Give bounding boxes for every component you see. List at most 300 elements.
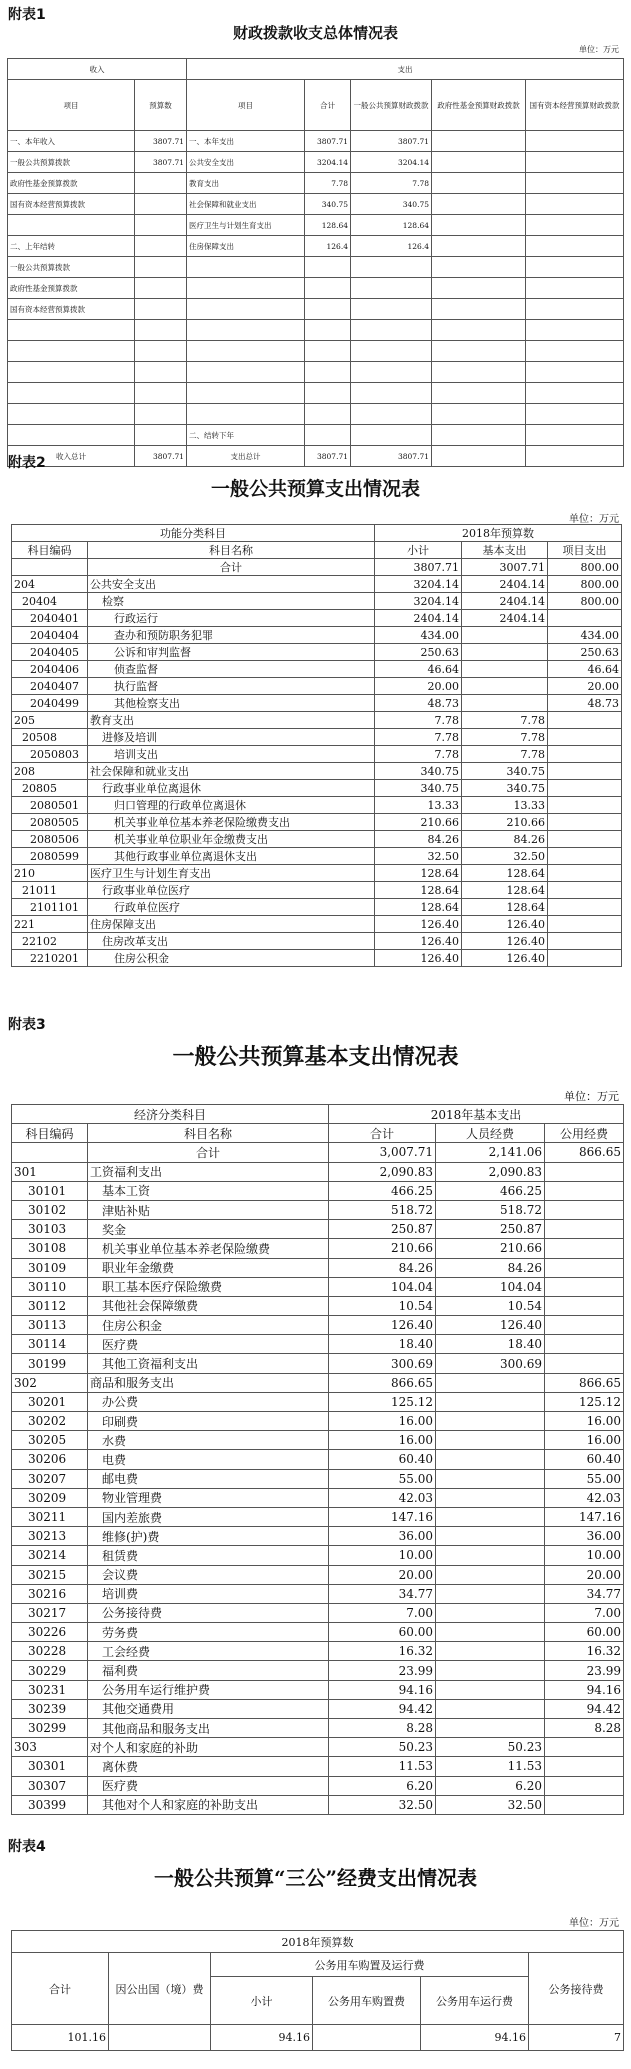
table-cell [462,695,548,712]
table-cell: 30217 [12,1603,88,1622]
table-cell: 其他检察支出 [88,695,375,712]
table-row [12,627,622,644]
table-cell: 250.63 [375,644,462,661]
table-cell: 公共安全支出 [88,576,375,593]
table-cell: 二、结转下年 [187,425,305,446]
table-cell [436,1469,545,1488]
table-row [12,559,622,576]
table-cell [545,1200,624,1219]
table-cell: 办公费 [88,1392,329,1411]
table-row [12,1546,624,1565]
table-cell [305,299,351,320]
table-cell: 30103 [12,1220,88,1239]
table-row [12,1719,624,1738]
table-cell: 94.42 [329,1699,436,1718]
col-header: 政府性基金预算财政拨款 [432,80,526,131]
table-cell: 126.40 [462,916,548,933]
table-cell [526,446,624,467]
table-cell [545,1162,624,1181]
table-cell: 30215 [12,1565,88,1584]
table-cell: 128.64 [462,882,548,899]
table-cell: 34.77 [329,1584,436,1603]
table-cell: 30301 [12,1757,88,1776]
table-cell: 301 [12,1162,88,1181]
table-cell: 16.32 [329,1642,436,1661]
table-cell: 政府性基金预算拨款 [8,278,135,299]
table-cell [305,404,351,425]
table-row [12,848,622,865]
table-cell: 30209 [12,1488,88,1507]
table-cell [432,299,526,320]
table-cell: 16.32 [545,1642,624,1661]
table-cell: 6.20 [329,1776,436,1795]
table-cell: 医疗费 [88,1776,329,1795]
table-cell [432,194,526,215]
table-cell [305,257,351,278]
table-row [12,831,622,848]
table-cell [462,644,548,661]
table-cell [462,661,548,678]
table-cell: 60.00 [329,1623,436,1642]
table-cell: 210.66 [436,1239,545,1258]
table-cell: 教育支出 [88,712,375,729]
table-cell [432,383,526,404]
table-cell: 208 [12,763,88,780]
table-cell [135,299,187,320]
table-cell [436,1412,545,1431]
table-cell: 培训支出 [88,746,375,763]
table4-unit: 单位：万元 [569,1918,619,1929]
table-cell: 3007.71 [462,559,548,576]
table-row [8,152,624,173]
table-cell [187,341,305,362]
table-cell [135,404,187,425]
table-cell: 800.00 [548,593,622,610]
table-cell: 210.66 [329,1239,436,1258]
table-cell [526,383,624,404]
table-row [12,1239,624,1258]
table-cell [548,916,622,933]
table-cell: 32.50 [436,1795,545,1814]
table-cell: 104.04 [436,1277,545,1296]
table-cell: 物业管理费 [88,1488,329,1507]
col-header: 小计 [375,542,462,559]
table-cell: 302 [12,1373,88,1392]
table-row [12,916,622,933]
table-cell: 340.75 [351,194,432,215]
table-cell: 3807.71 [135,446,187,467]
table-cell: 210.66 [375,814,462,831]
table-cell: 48.73 [548,695,622,712]
header-budget: 2018年预算数 [12,1931,624,1953]
table-cell: 对个人和家庭的补助 [88,1738,329,1757]
table-cell: 30110 [12,1277,88,1296]
table-cell: 基本工资 [88,1181,329,1200]
table-cell: 50.23 [329,1738,436,1757]
table-row [12,1488,624,1507]
table-cell: 7.78 [375,746,462,763]
table-cell: 210.66 [462,814,548,831]
table-cell: 147.16 [545,1507,624,1526]
table-cell [351,383,432,404]
table-row [12,797,622,814]
table-cell [545,1795,624,1814]
table-cell [432,320,526,341]
table-cell: 60.40 [545,1450,624,1469]
table-cell [545,1354,624,1373]
table-row [12,865,622,882]
table-cell: 其他社会保障缴费 [88,1296,329,1315]
table-cell: 866.65 [545,1373,624,1392]
table-cell [548,746,622,763]
table-cell: 16.00 [329,1412,436,1431]
table-row [12,1143,624,1162]
table-cell: 医疗卫生与计划生育支出 [187,215,305,236]
table-cell [548,610,622,627]
table-cell [526,257,624,278]
col-header-subtotal: 小计 [211,1977,313,2025]
table-cell [436,1507,545,1526]
table-row [8,236,624,257]
table-cell: 3204.14 [375,576,462,593]
table-cell [548,933,622,950]
table-cell [436,1431,545,1450]
table-cell [432,215,526,236]
table-cell: 30226 [12,1623,88,1642]
table-cell [351,425,432,446]
col-header: 科目编码 [12,1124,88,1143]
table-cell: 126.40 [436,1316,545,1335]
table-cell [351,257,432,278]
table-cell: 2040405 [12,644,88,661]
table-cell [526,152,624,173]
table-row [12,1200,624,1219]
table-cell: 866.65 [329,1373,436,1392]
table-cell [305,341,351,362]
table-cell: 147.16 [329,1507,436,1526]
table-cell [526,362,624,383]
table-cell: 2040404 [12,627,88,644]
table1-body [8,131,624,467]
table-cell: 18.40 [329,1335,436,1354]
table-cell: 7.78 [462,712,548,729]
table-cell: 2404.14 [375,610,462,627]
table-cell: 10.54 [329,1296,436,1315]
table-cell [8,383,135,404]
table-cell: 94.42 [545,1699,624,1718]
table-cell: 其他工资福利支出 [88,1354,329,1373]
table-cell [462,678,548,695]
header-func-subject: 功能分类科目 [12,525,375,542]
table-cell [305,425,351,446]
table-cell [526,341,624,362]
table-cell [548,780,622,797]
table-cell [436,1488,545,1507]
table-cell: 支出总计 [187,446,305,467]
table-cell: 会议费 [88,1565,329,1584]
table-cell [548,882,622,899]
table-row [12,712,622,729]
table-cell: 36.00 [329,1527,436,1546]
table-cell: 20.00 [545,1565,624,1584]
table-cell [305,383,351,404]
table-cell: 2080501 [12,797,88,814]
table-row [12,1623,624,1642]
table-row [12,1507,624,1526]
table-cell: 126.40 [375,950,462,967]
table-cell [187,383,305,404]
table-cell: 94.16 [329,1680,436,1699]
table-cell [135,278,187,299]
table-cell: 2040401 [12,610,88,627]
table-row [12,1661,624,1680]
table-cell: 公诉和审判监督 [88,644,375,661]
table-cell [432,278,526,299]
table2-body [12,559,622,967]
table-cell [526,131,624,152]
table-cell: 221 [12,916,88,933]
table-cell [548,831,622,848]
table-cell: 46.64 [375,661,462,678]
table-cell [8,404,135,425]
table-cell: 进修及培训 [88,729,375,746]
table-cell [351,278,432,299]
col-header: 一般公共预算财政拨款 [351,80,432,131]
table-cell: 其他交通费用 [88,1699,329,1718]
table-cell: 其他商品和服务支出 [88,1719,329,1738]
table3-title: 一般公共预算基本支出情况表 [172,1044,459,1070]
table-cell [135,341,187,362]
table-cell: 22102 [12,933,88,950]
table-cell: 机关事业单位基本养老保险缴费 [88,1239,329,1258]
table-cell [436,1699,545,1718]
table-cell: 行政事业单位离退休 [88,780,375,797]
table-cell: 128.64 [375,882,462,899]
table-cell [351,362,432,383]
table-cell: 商品和服务支出 [88,1373,329,1392]
table-cell [545,1757,624,1776]
table-cell: 一般公共预算拨款 [8,257,135,278]
table-row [8,320,624,341]
table3-body [12,1143,624,1815]
table-cell: 2040407 [12,678,88,695]
table-cell: 离休费 [88,1757,329,1776]
table-cell: 30229 [12,1661,88,1680]
table-cell: 7.78 [351,173,432,194]
table-cell: 126.40 [462,933,548,950]
table-cell: 30108 [12,1239,88,1258]
table2-title: 一般公共预算支出情况表 [210,478,420,500]
table-cell: 一般公共预算拨款 [8,152,135,173]
table-cell: 46.64 [548,661,622,678]
table-cell: 20805 [12,780,88,797]
table-cell [436,1642,545,1661]
table-cell: 行政运行 [88,610,375,627]
table-cell: 维修(护)费 [88,1527,329,1546]
table-cell [526,278,624,299]
table3-basic-expense [11,1104,624,1815]
table-cell: 16.00 [545,1412,624,1431]
table-row [12,1795,624,1814]
table-cell [436,1546,545,1565]
table-cell: 250.87 [436,1220,545,1239]
table-cell: 7.00 [329,1603,436,1622]
table-cell [526,299,624,320]
table-cell: 7.78 [305,173,351,194]
table-cell: 国有资本经营预算拨款 [8,299,135,320]
col-header-total: 合计 [12,1953,109,2025]
table-cell: 126.4 [305,236,351,257]
table-cell [432,131,526,152]
table-row [8,131,624,152]
col-header: 项目 [187,80,305,131]
table-row [8,173,624,194]
table-row [8,257,624,278]
table-cell: 行政事业单位医疗 [88,882,375,899]
table-cell [436,1661,545,1680]
col-header: 预算数 [135,80,187,131]
table-cell: 126.40 [375,933,462,950]
table-row [8,341,624,362]
header-budget: 2018年预算数 [375,525,622,542]
table-cell: 60.00 [545,1623,624,1642]
table-cell: 32.50 [329,1795,436,1814]
table-row [8,362,624,383]
table-row [12,1431,624,1450]
header-econ-subject: 经济分类科目 [12,1105,329,1124]
table-cell: 126.40 [375,916,462,933]
table-cell: 84.26 [436,1258,545,1277]
table-cell: 二、上年结转 [8,236,135,257]
table-cell: 7.78 [462,746,548,763]
table-cell: 128.64 [375,865,462,882]
table-cell: 42.03 [545,1488,624,1507]
table-cell: 30307 [12,1776,88,1795]
table-cell: 13.33 [375,797,462,814]
table-cell: 42.03 [329,1488,436,1507]
col-header: 科目名称 [88,542,375,559]
header-budget: 2018年基本支出 [329,1105,624,1124]
table-cell: 125.12 [329,1392,436,1411]
table-cell: 机关事业单位基本养老保险缴费支出 [88,814,375,831]
table-cell: 128.64 [462,899,548,916]
table-row [12,1699,624,1718]
table-cell: 30207 [12,1469,88,1488]
table-cell: 住房改革支出 [88,933,375,950]
table-cell: 执行监督 [88,678,375,695]
table-cell [187,404,305,425]
table-cell: 466.25 [436,1181,545,1200]
table-cell: 23.99 [545,1661,624,1680]
table-row [12,1258,624,1277]
table-cell: 印刷费 [88,1412,329,1431]
table-cell [548,712,622,729]
table-row [12,1296,624,1315]
table-cell: 30216 [12,1584,88,1603]
table-cell: 其他对个人和家庭的补助支出 [88,1795,329,1814]
table-cell: 3204.14 [375,593,462,610]
table-cell [545,1239,624,1258]
table-cell [548,865,622,882]
table-row [12,1776,624,1795]
header-expense: 支出 [187,59,624,80]
table-cell: 3807.71 [375,559,462,576]
table-row [8,194,624,215]
table-cell [526,320,624,341]
table-cell: 2404.14 [462,576,548,593]
table-row [8,278,624,299]
table-cell: 3807.71 [135,131,187,152]
table-row [12,1603,624,1622]
table-cell: 340.75 [305,194,351,215]
section-label-2: 附表2 [8,455,46,471]
table-cell: 一、本年支出 [187,131,305,152]
table-cell: 奖金 [88,1220,329,1239]
table-cell [436,1450,545,1469]
table-cell: 2,090.83 [329,1162,436,1181]
table-cell: 住房公积金 [88,950,375,967]
table-cell [548,814,622,831]
table-cell [526,194,624,215]
col-header: 公用经费 [545,1124,624,1143]
table-cell: 劳务费 [88,1623,329,1642]
col-header: 合计 [329,1124,436,1143]
table-cell [432,425,526,446]
table-cell: 3,007.71 [329,1143,436,1162]
table-cell [135,320,187,341]
table-cell: 住房公积金 [88,1316,329,1335]
table-row [12,1220,624,1239]
table-row [12,1316,624,1335]
table-row [12,814,622,831]
table-row [12,661,622,678]
table-cell: 查办和预防职务犯罪 [88,627,375,644]
table-cell: 8.28 [329,1719,436,1738]
table-cell: 邮电费 [88,1469,329,1488]
col-header: 基本支出 [462,542,548,559]
table-cell [8,341,135,362]
table-cell: 职业年金缴费 [88,1258,329,1277]
table-cell: 合计 [88,559,375,576]
table-cell: 125.12 [545,1392,624,1411]
table-cell: 30206 [12,1450,88,1469]
table-cell [8,425,135,446]
table-cell: 收入总计 [8,446,135,467]
table-cell [8,215,135,236]
table-cell [135,257,187,278]
table-row [12,1642,624,1661]
table-row [12,729,622,746]
table-cell [436,1603,545,1622]
table-cell: 94.16 [545,1680,624,1699]
col-header-car: 公务用车购置及运行费 [211,1953,529,1977]
table-cell [8,362,135,383]
table-cell: 2,090.83 [436,1162,545,1181]
table-cell [545,1776,624,1795]
table-cell: 300.69 [436,1354,545,1373]
table-row [12,695,622,712]
table-cell: 30201 [12,1392,88,1411]
table-cell: 电费 [88,1450,329,1469]
table-cell [432,341,526,362]
table-cell: 340.75 [375,780,462,797]
table-row [12,746,622,763]
table-cell: 30112 [12,1296,88,1315]
table-cell: 一、本年收入 [8,131,135,152]
table-cell [545,1220,624,1239]
table-cell: 13.33 [462,797,548,814]
table-cell [432,446,526,467]
